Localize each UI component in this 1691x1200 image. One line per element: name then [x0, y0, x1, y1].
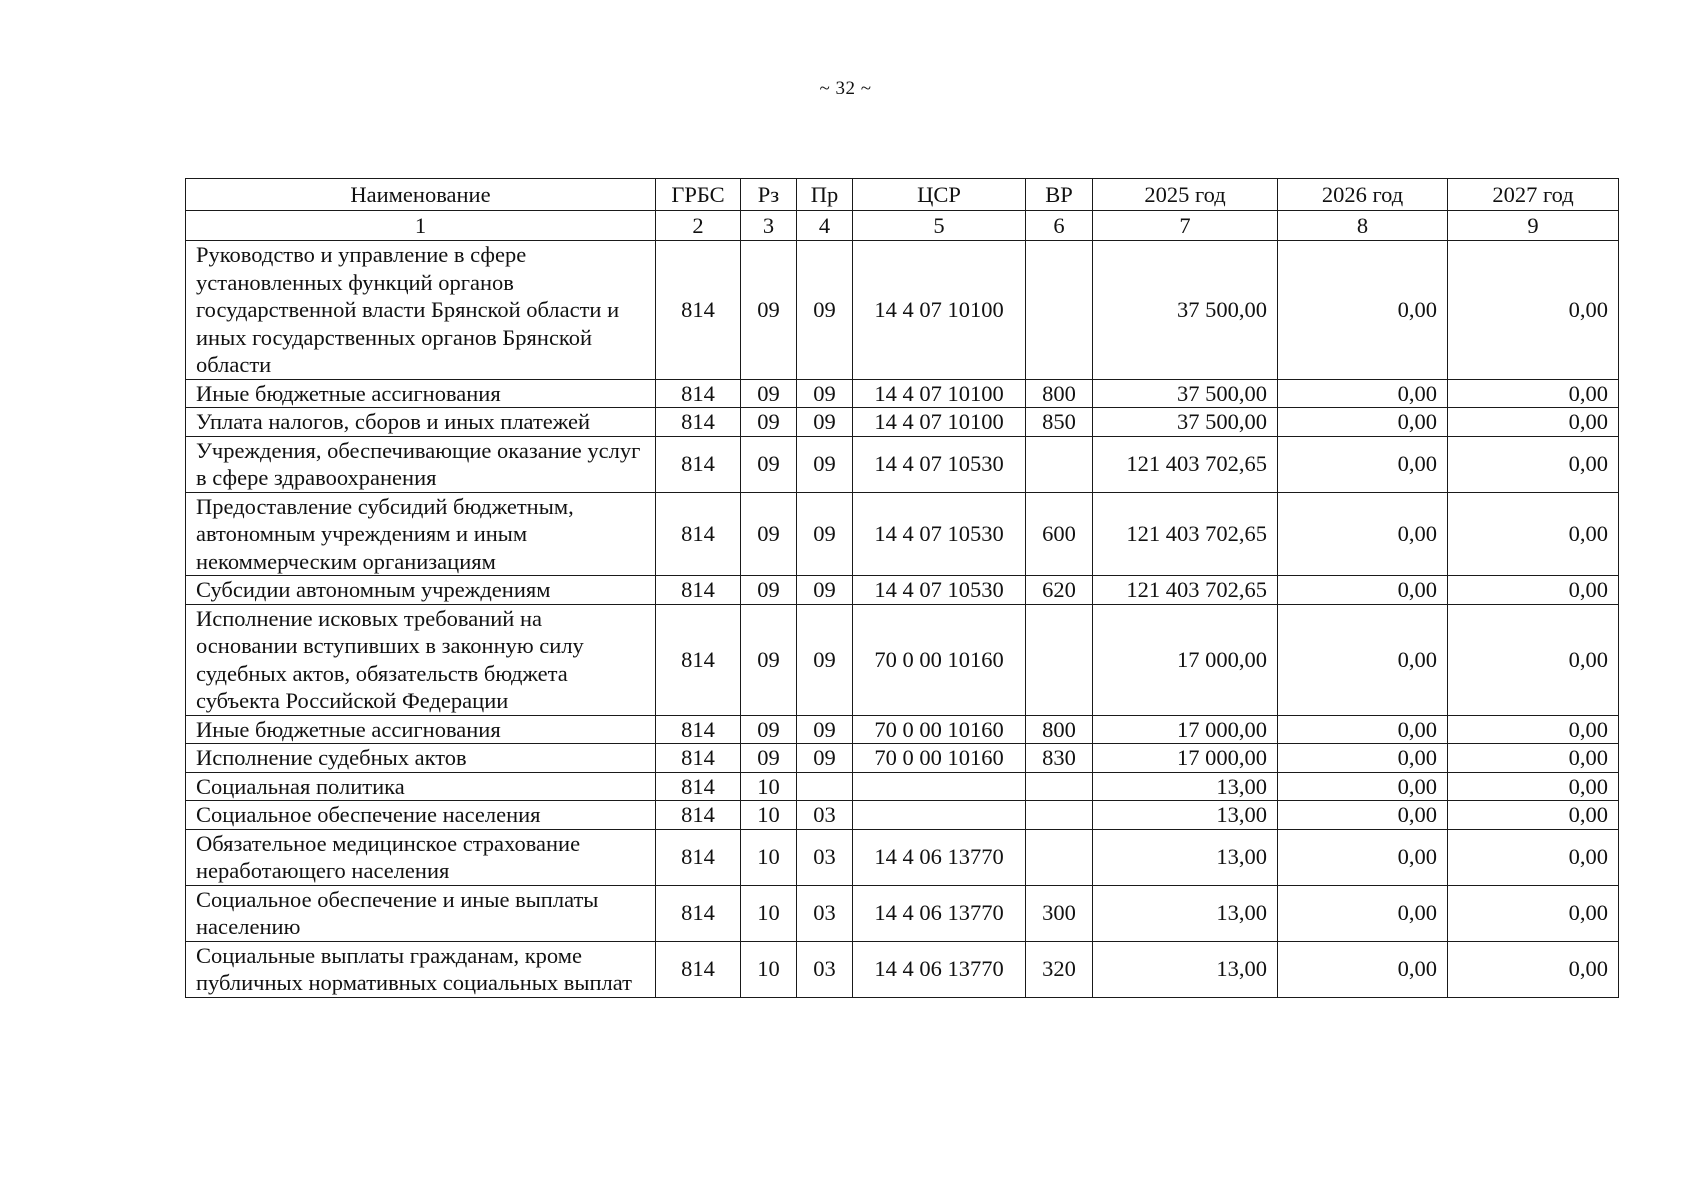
row-amount-2026-cell: 0,00	[1278, 576, 1448, 605]
row-amount-2026-cell: 0,00	[1278, 408, 1448, 437]
row-csr-cell: 14 4 06 13770	[853, 885, 1026, 941]
column-number: 1	[186, 211, 656, 241]
row-amount-2027-cell: 0,00	[1448, 801, 1619, 830]
row-rz-cell: 09	[741, 715, 797, 744]
row-amount-2025-cell: 17 000,00	[1093, 744, 1278, 773]
table-row	[186, 744, 1619, 773]
row-amount-2027-cell: 0,00	[1448, 744, 1619, 773]
row-rz-cell: 09	[741, 744, 797, 773]
table-row	[186, 801, 1619, 830]
row-amount-2025-cell: 121 403 702,65	[1093, 576, 1278, 605]
header-2027: 2027 год	[1448, 179, 1619, 211]
row-amount-2025-cell: 17 000,00	[1093, 715, 1278, 744]
row-vr-cell: 800	[1026, 715, 1093, 744]
row-grbs-cell: 814	[656, 408, 741, 437]
row-pr-cell: 09	[797, 576, 853, 605]
row-vr-cell	[1026, 801, 1093, 830]
row-amount-2025-cell: 37 500,00	[1093, 241, 1278, 380]
table-row	[186, 829, 1619, 885]
row-vr-cell: 850	[1026, 408, 1093, 437]
row-amount-2026-cell: 0,00	[1278, 436, 1448, 492]
column-number: 7	[1093, 211, 1278, 241]
row-grbs-cell: 814	[656, 744, 741, 773]
row-amount-2027-cell: 0,00	[1448, 941, 1619, 997]
table-row	[186, 885, 1619, 941]
row-name-cell: Социальные выплаты гражданам, кроме публичных нормативных социальных выплат	[186, 941, 656, 997]
row-csr-cell: 70 0 00 10160	[853, 604, 1026, 715]
row-vr-cell	[1026, 604, 1093, 715]
row-amount-2025-cell: 13,00	[1093, 829, 1278, 885]
header-vr: ВР	[1026, 179, 1093, 211]
row-amount-2025-cell: 13,00	[1093, 772, 1278, 801]
row-pr-cell: 09	[797, 379, 853, 408]
row-amount-2025-cell: 37 500,00	[1093, 408, 1278, 437]
column-number: 4	[797, 211, 853, 241]
row-amount-2027-cell: 0,00	[1448, 772, 1619, 801]
row-amount-2026-cell: 0,00	[1278, 885, 1448, 941]
row-amount-2027-cell: 0,00	[1448, 829, 1619, 885]
row-name-cell: Исполнение судебных актов	[186, 744, 656, 773]
row-amount-2027-cell: 0,00	[1448, 241, 1619, 380]
row-grbs-cell: 814	[656, 885, 741, 941]
row-amount-2027-cell: 0,00	[1448, 379, 1619, 408]
row-grbs-cell: 814	[656, 772, 741, 801]
row-name-cell: Иные бюджетные ассигнования	[186, 715, 656, 744]
table-row	[186, 772, 1619, 801]
header-pr: Пр	[797, 179, 853, 211]
row-rz-cell: 09	[741, 492, 797, 576]
row-pr-cell: 09	[797, 604, 853, 715]
row-pr-cell: 03	[797, 829, 853, 885]
row-rz-cell: 09	[741, 576, 797, 605]
row-amount-2027-cell: 0,00	[1448, 604, 1619, 715]
row-amount-2027-cell: 0,00	[1448, 576, 1619, 605]
header-grbs: ГРБС	[656, 179, 741, 211]
row-grbs-cell: 814	[656, 801, 741, 830]
header-2025: 2025 год	[1093, 179, 1278, 211]
row-amount-2026-cell: 0,00	[1278, 829, 1448, 885]
column-number: 2	[656, 211, 741, 241]
row-grbs-cell: 814	[656, 604, 741, 715]
row-csr-cell: 14 4 07 10530	[853, 576, 1026, 605]
column-number: 3	[741, 211, 797, 241]
row-csr-cell: 14 4 06 13770	[853, 829, 1026, 885]
table-row	[186, 576, 1619, 605]
column-number: 8	[1278, 211, 1448, 241]
row-amount-2025-cell: 37 500,00	[1093, 379, 1278, 408]
row-amount-2026-cell: 0,00	[1278, 715, 1448, 744]
row-amount-2026-cell: 0,00	[1278, 744, 1448, 773]
row-amount-2027-cell: 0,00	[1448, 492, 1619, 576]
row-vr-cell	[1026, 829, 1093, 885]
table-row	[186, 408, 1619, 437]
row-rz-cell: 10	[741, 941, 797, 997]
row-vr-cell	[1026, 436, 1093, 492]
row-vr-cell: 600	[1026, 492, 1093, 576]
row-name-cell: Обязательное медицинское страхование неработающего населения	[186, 829, 656, 885]
row-amount-2027-cell: 0,00	[1448, 436, 1619, 492]
row-pr-cell: 09	[797, 436, 853, 492]
row-csr-cell: 14 4 06 13770	[853, 941, 1026, 997]
row-amount-2026-cell: 0,00	[1278, 941, 1448, 997]
row-pr-cell: 03	[797, 885, 853, 941]
row-pr-cell: 03	[797, 941, 853, 997]
table-row	[186, 241, 1619, 380]
table-row	[186, 492, 1619, 576]
row-csr-cell	[853, 801, 1026, 830]
row-grbs-cell: 814	[656, 715, 741, 744]
row-name-cell: Предоставление субсидий бюджетным, автономным учреждениям и иным некоммерческим организациям	[186, 492, 656, 576]
row-amount-2027-cell: 0,00	[1448, 885, 1619, 941]
row-csr-cell: 14 4 07 10100	[853, 241, 1026, 380]
row-rz-cell: 09	[741, 241, 797, 380]
table-row	[186, 379, 1619, 408]
row-pr-cell: 09	[797, 715, 853, 744]
header-row	[186, 179, 1619, 211]
row-csr-cell	[853, 772, 1026, 801]
row-amount-2025-cell: 13,00	[1093, 885, 1278, 941]
table-row	[186, 604, 1619, 715]
row-amount-2027-cell: 0,00	[1448, 715, 1619, 744]
row-pr-cell: 09	[797, 744, 853, 773]
row-name-cell: Руководство и управление в сфере установленных функций органов государственной власти Брянской области и иных государственных органов Брянской области	[186, 241, 656, 380]
row-vr-cell: 620	[1026, 576, 1093, 605]
row-grbs-cell: 814	[656, 829, 741, 885]
row-vr-cell	[1026, 772, 1093, 801]
row-grbs-cell: 814	[656, 436, 741, 492]
row-name-cell: Уплата налогов, сборов и иных платежей	[186, 408, 656, 437]
row-grbs-cell: 814	[656, 492, 741, 576]
row-amount-2027-cell: 0,00	[1448, 408, 1619, 437]
row-rz-cell: 10	[741, 801, 797, 830]
row-grbs-cell: 814	[656, 379, 741, 408]
column-number: 6	[1026, 211, 1093, 241]
row-rz-cell: 09	[741, 408, 797, 437]
row-rz-cell: 09	[741, 436, 797, 492]
table-body	[186, 241, 1619, 998]
row-vr-cell: 300	[1026, 885, 1093, 941]
row-amount-2026-cell: 0,00	[1278, 801, 1448, 830]
row-name-cell: Социальное обеспечение населения	[186, 801, 656, 830]
row-rz-cell: 09	[741, 379, 797, 408]
header-rz: Рз	[741, 179, 797, 211]
table-row	[186, 941, 1619, 997]
row-rz-cell: 09	[741, 604, 797, 715]
row-name-cell: Исполнение исковых требований на основании вступивших в законную силу судебных актов, обязательств бюджета субъекта Российской Федерации	[186, 604, 656, 715]
row-csr-cell: 70 0 00 10160	[853, 744, 1026, 773]
row-csr-cell: 14 4 07 10530	[853, 492, 1026, 576]
row-grbs-cell: 814	[656, 576, 741, 605]
row-name-cell: Учреждения, обеспечивающие оказание услуг в сфере здравоохранения	[186, 436, 656, 492]
row-amount-2026-cell: 0,00	[1278, 241, 1448, 380]
row-pr-cell	[797, 772, 853, 801]
row-name-cell: Субсидии автономным учреждениям	[186, 576, 656, 605]
row-csr-cell: 14 4 07 10100	[853, 379, 1026, 408]
row-amount-2025-cell: 13,00	[1093, 941, 1278, 997]
header-csr: ЦСР	[853, 179, 1026, 211]
row-amount-2026-cell: 0,00	[1278, 604, 1448, 715]
row-rz-cell: 10	[741, 772, 797, 801]
row-name-cell: Социальная политика	[186, 772, 656, 801]
column-number-row	[186, 211, 1619, 241]
row-vr-cell: 320	[1026, 941, 1093, 997]
row-csr-cell: 14 4 07 10100	[853, 408, 1026, 437]
row-amount-2026-cell: 0,00	[1278, 492, 1448, 576]
row-amount-2025-cell: 13,00	[1093, 801, 1278, 830]
row-vr-cell: 830	[1026, 744, 1093, 773]
row-csr-cell: 14 4 07 10530	[853, 436, 1026, 492]
row-name-cell: Социальное обеспечение и иные выплаты населению	[186, 885, 656, 941]
row-vr-cell: 800	[1026, 379, 1093, 408]
row-grbs-cell: 814	[656, 241, 741, 380]
budget-table	[185, 178, 1619, 998]
row-rz-cell: 10	[741, 885, 797, 941]
row-amount-2025-cell: 121 403 702,65	[1093, 436, 1278, 492]
row-grbs-cell: 814	[656, 941, 741, 997]
column-number: 9	[1448, 211, 1619, 241]
row-amount-2025-cell: 17 000,00	[1093, 604, 1278, 715]
row-csr-cell: 70 0 00 10160	[853, 715, 1026, 744]
table-row	[186, 715, 1619, 744]
row-amount-2026-cell: 0,00	[1278, 379, 1448, 408]
row-pr-cell: 09	[797, 408, 853, 437]
header-2026: 2026 год	[1278, 179, 1448, 211]
page-number: ~ 32 ~	[819, 78, 872, 99]
column-number: 5	[853, 211, 1026, 241]
row-vr-cell	[1026, 241, 1093, 380]
row-pr-cell: 09	[797, 241, 853, 380]
row-amount-2026-cell: 0,00	[1278, 772, 1448, 801]
row-amount-2025-cell: 121 403 702,65	[1093, 492, 1278, 576]
table-row	[186, 436, 1619, 492]
row-pr-cell: 03	[797, 801, 853, 830]
row-pr-cell: 09	[797, 492, 853, 576]
row-name-cell: Иные бюджетные ассигнования	[186, 379, 656, 408]
row-rz-cell: 10	[741, 829, 797, 885]
header-name: Наименование	[186, 179, 656, 211]
